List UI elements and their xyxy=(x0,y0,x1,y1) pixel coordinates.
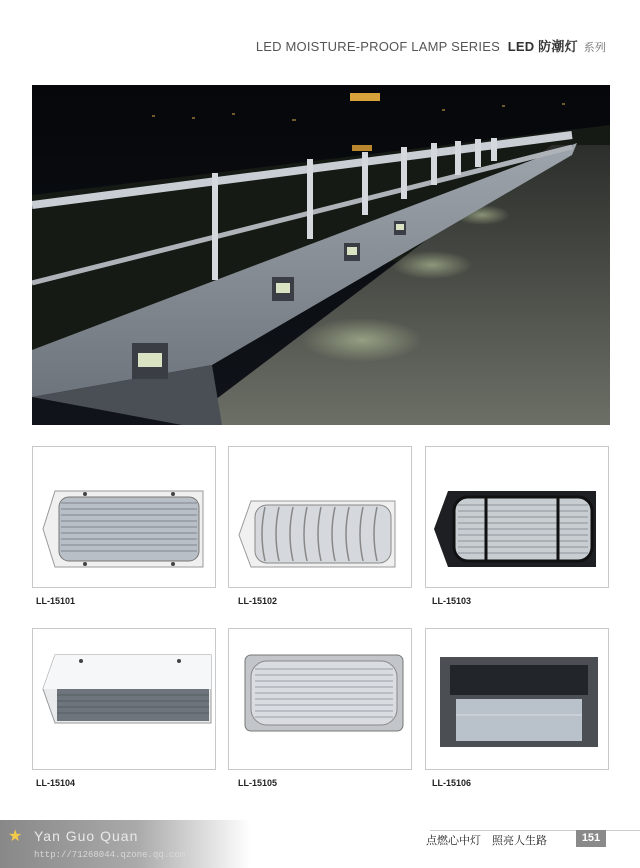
lamp-15105-illustration xyxy=(229,629,411,769)
product-card-15104 xyxy=(32,628,216,770)
lamp-15102-illustration xyxy=(229,447,411,587)
page-footer xyxy=(0,820,640,868)
watermark-brand: Yan Guo Quan xyxy=(34,828,139,844)
lamp-15103-illustration xyxy=(426,447,610,587)
product-card-15102 xyxy=(228,446,412,588)
page-number: 151 xyxy=(576,830,606,847)
lamp-15101-illustration xyxy=(33,447,215,587)
product-code: LL-15104 xyxy=(36,778,76,788)
lamp-15106-illustration xyxy=(426,629,610,769)
product-card-15106 xyxy=(425,628,609,770)
product-card-15103 xyxy=(425,446,609,588)
watermark-url: http://71268044.qzone.qq.com xyxy=(34,850,186,860)
footer-divider xyxy=(430,830,640,831)
product-code: LL-15105 xyxy=(238,778,278,788)
night-bridge-illustration xyxy=(32,85,610,425)
series-title-en: LED MOISTURE-PROOF LAMP SERIES xyxy=(255,39,500,54)
lamp-15104-illustration xyxy=(33,629,215,769)
product-code: LL-15103 xyxy=(432,596,472,606)
product-code: LL-15101 xyxy=(36,596,76,606)
series-title-suffix: 系列 xyxy=(583,42,606,54)
product-card-15105 xyxy=(228,628,412,770)
footer-slogan: 点燃心中灯 照亮人生路 xyxy=(426,835,547,847)
page-header xyxy=(256,36,606,55)
product-code: LL-15102 xyxy=(238,596,278,606)
product-code: LL-15106 xyxy=(432,778,472,788)
hero-photo xyxy=(32,85,610,425)
star-icon: ★ xyxy=(8,828,23,845)
product-card-15101 xyxy=(32,446,216,588)
series-title-zh: LED 防潮灯 xyxy=(507,39,578,54)
